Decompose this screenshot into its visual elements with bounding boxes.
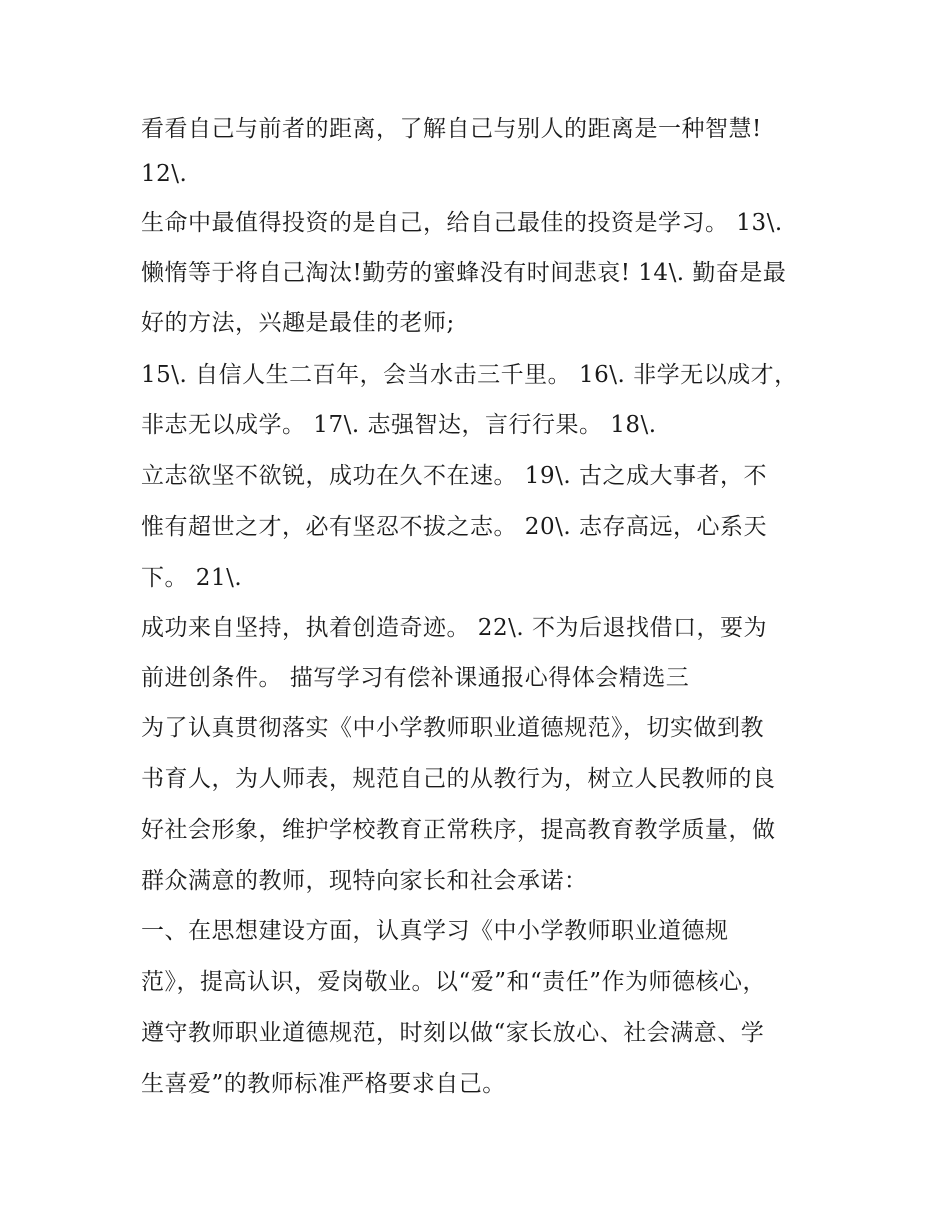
text-line: 好的方法，兴趣是最佳的老师;	[141, 310, 455, 336]
text-line: 前进创条件。 描写学习有偿补课通报心得体会精选三	[141, 665, 690, 691]
text-line: 一、在思想建设方面，认真学习《中小学教师职业道德规	[141, 918, 729, 944]
text-line: 12\.	[141, 161, 188, 187]
text-line: 成功来自坚持，执着创造奇迹。 22\. 不为后退找借口，要为	[141, 615, 767, 641]
text-line: 看看自己与前者的距离，了解自己与别人的距离是一种智慧!	[141, 116, 762, 142]
text-line: 懒惰等于将自己淘汰!勤劳的蜜蜂没有时间悲哀! 14\. 勤奋是最	[141, 260, 787, 286]
text-line: 书育人，为人师表，规范自己的从教行为，树立人民教师的良	[141, 766, 776, 792]
text-line: 立志欲坚不欲锐，成功在久不在速。 19\. 古之成大事者，不	[141, 463, 767, 489]
text-line: 生命中最值得投资的是自己，给自己最佳的投资是学习。 13\.	[141, 210, 783, 236]
text-line: 15\. 自信人生二百年，会当水击三千里。 16\. 非学无以成才，	[141, 362, 798, 388]
text-line: 遵守教师职业道德规范，时刻以做“家长放心、社会满意、学	[141, 1020, 765, 1046]
text-line: 下。 21\.	[141, 565, 243, 591]
text-line: 惟有超世之才，必有坚忍不拔之志。 20\. 志存高远，心系天	[141, 514, 767, 540]
text-line: 好社会形象，维护学校教育正常秩序，提高教育教学质量，做	[141, 817, 776, 843]
text-line: 群众满意的教师，现特向家长和社会承诺：	[141, 868, 588, 894]
text-line: 非志无以成学。 17\. 志强智达，言行行果。 18\.	[141, 412, 657, 438]
text-line: 为了认真贯彻落实《中小学教师职业道德规范》，切实做到教	[141, 715, 764, 741]
text-line: 生喜爱”的教师标准严格要求自己。	[141, 1071, 506, 1097]
text-line: 范》，提高认识，爱岗敬业。以“爱”和“责任”作为师德核心，	[141, 969, 767, 995]
